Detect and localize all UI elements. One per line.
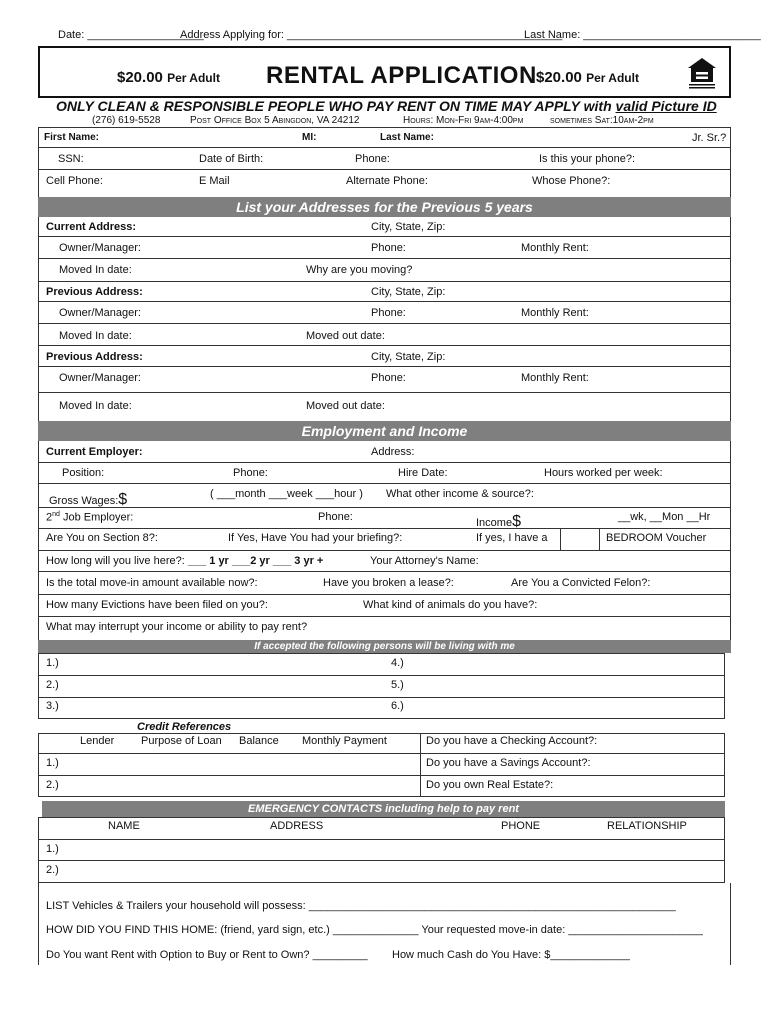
other-income-field[interactable]: What other income & source?: xyxy=(386,488,534,500)
emergency-header-phone: PHONE xyxy=(501,820,541,832)
person-5[interactable]: 5.) xyxy=(391,679,404,691)
previous-1-city-state-zip[interactable]: City, State, Zip: xyxy=(371,286,446,298)
divider xyxy=(38,594,731,595)
divider xyxy=(38,392,731,393)
price-left-amount: $20.00 xyxy=(117,69,163,86)
vehicles-field[interactable]: LIST Vehicles & Trailers your household will possess: ____________________________________________________________ xyxy=(46,900,676,912)
alt-phone-field[interactable]: Alternate Phone: xyxy=(346,175,428,187)
person-2[interactable]: 2.) xyxy=(46,679,59,691)
persons-band: If accepted the following persons will be living with me xyxy=(38,640,731,653)
divider xyxy=(38,775,725,776)
divider xyxy=(38,753,725,754)
divider xyxy=(38,839,725,840)
bedroom-count-box[interactable] xyxy=(560,528,600,551)
credit-row-2[interactable]: 2.) xyxy=(46,779,59,791)
credit-header-purpose: Purpose of Loan xyxy=(141,735,222,747)
second-income-label: Income xyxy=(476,517,513,529)
why-moving-field[interactable]: Why are you moving? xyxy=(306,264,413,276)
email-field[interactable]: E Mail xyxy=(199,175,230,187)
emergency-row-2[interactable]: 2.) xyxy=(46,864,59,876)
credit-title: Credit References xyxy=(137,721,232,733)
current-employer-field[interactable]: Current Employer: xyxy=(46,446,143,458)
cash-field[interactable]: How much Cash do You Have: $_____________ xyxy=(392,949,630,961)
person-6[interactable]: 6.) xyxy=(391,700,404,712)
hire-date-field[interactable]: Hire Date: xyxy=(398,467,448,479)
divider xyxy=(38,860,725,861)
credit-header-lender: Lender xyxy=(80,735,115,747)
current-address-field[interactable]: Current Address: xyxy=(46,221,137,233)
employment-band: Employment and Income xyxy=(38,421,731,441)
current-monthly-rent[interactable]: Monthly Rent: xyxy=(521,242,589,254)
mi-field[interactable]: MI: xyxy=(302,132,317,143)
divider xyxy=(38,507,731,508)
how-long-options[interactable]: ___ 1 yr ___2 yr ___ 3 yr + xyxy=(187,555,324,567)
divider xyxy=(38,345,731,346)
previous-2-moved-in[interactable]: Moved In date: xyxy=(59,400,132,412)
phone-field[interactable]: Phone: xyxy=(355,153,390,165)
bedroom-voucher-label: BEDROOM Voucher xyxy=(606,532,707,544)
position-field[interactable]: Position: xyxy=(62,467,105,479)
divider xyxy=(38,366,731,367)
is-your-phone-field[interactable]: Is this your phone?: xyxy=(539,153,636,165)
credit-row-1[interactable]: 1.) xyxy=(46,757,59,769)
hours-week-field[interactable]: Hours worked per week: xyxy=(544,467,663,479)
po-box: Post Office Box 5 Abingdon, VA 24212 xyxy=(190,115,360,126)
briefing-field[interactable]: If Yes, Have You had your briefing?: xyxy=(228,532,403,544)
previous-1-owner-phone[interactable]: Phone: xyxy=(371,307,406,319)
equal-housing-logo xyxy=(686,56,718,90)
suffix-field[interactable]: Jr. Sr.? xyxy=(692,132,727,144)
emergency-header-address: ADDRESS xyxy=(270,820,324,832)
previous-address-2-field[interactable]: Previous Address: xyxy=(46,351,143,363)
divider xyxy=(38,483,731,484)
office-phone: (276) 619-5528 xyxy=(92,115,161,126)
whose-phone-field[interactable]: Whose Phone?: xyxy=(532,175,611,187)
ssn-field[interactable]: SSN: xyxy=(58,153,84,165)
saturday-hours: sometimes Sat:10am-2pm xyxy=(550,115,654,126)
second-job-phone-field[interactable]: Phone: xyxy=(318,511,353,523)
addresses-band: List your Addresses for the Previous 5 years xyxy=(38,197,731,217)
price-right xyxy=(536,69,639,86)
previous-2-moved-out[interactable]: Moved out date: xyxy=(306,400,385,412)
notice xyxy=(56,98,717,114)
credit-header-monthly: Monthly Payment xyxy=(302,735,387,747)
previous-2-owner-manager[interactable]: Owner/Manager: xyxy=(59,372,141,384)
first-name-field[interactable]: First Name: xyxy=(44,132,100,143)
current-owner-manager[interactable]: Owner/Manager: xyxy=(59,242,141,254)
emergency-header-name: NAME xyxy=(108,820,140,832)
if-yes-have-label: If yes, I have a xyxy=(476,532,548,544)
divider xyxy=(38,301,731,302)
rent-own-field[interactable]: Do You want Rent with Option to Buy or Rent to Own? _________ xyxy=(46,949,368,961)
current-owner-phone[interactable]: Phone: xyxy=(371,242,406,254)
person-1[interactable]: 1.) xyxy=(46,657,59,669)
savings-account-field[interactable]: Do you have a Savings Account?: xyxy=(426,757,591,769)
wk-mon-hr-field[interactable]: __wk, __Mon __Hr xyxy=(618,511,711,523)
attorney-field[interactable]: Your Attorney's Name: xyxy=(370,555,479,567)
divider xyxy=(38,281,731,282)
price-right-unit: Per Adult xyxy=(586,71,639,85)
divider xyxy=(38,169,731,170)
last-name-field[interactable]: Last Name: xyxy=(380,132,434,143)
divider xyxy=(38,258,731,259)
animals-field[interactable]: What kind of animals do you have?: xyxy=(363,599,538,611)
gross-wages-label: Gross Wages: xyxy=(49,495,119,507)
notice-picture-id: valid Picture ID xyxy=(615,98,717,114)
wage-period-field[interactable]: ( ___month ___week ___hour ) xyxy=(210,488,363,500)
current-city-state-zip[interactable]: City, State, Zip: xyxy=(371,221,446,233)
emergency-band: EMERGENCY CONTACTS including help to pay rent xyxy=(42,801,725,817)
gross-wages-dollar: $ xyxy=(118,491,128,508)
how-long-field[interactable] xyxy=(46,555,323,567)
evictions-field[interactable]: How many Evictions have been filed on you?: xyxy=(46,599,268,611)
notice-text: ONLY CLEAN & RESPONSIBLE PEOPLE WHO PAY RENT ON TIME MAY APPLY with xyxy=(56,98,612,114)
divider xyxy=(38,462,731,463)
checking-account-field[interactable]: Do you have a Checking Account?: xyxy=(426,735,598,747)
employer-phone-field[interactable]: Phone: xyxy=(233,467,268,479)
credit-divider xyxy=(420,733,421,797)
previous-1-moved-out[interactable]: Moved out date: xyxy=(306,330,385,342)
section8-field[interactable]: Are You on Section 8?: xyxy=(46,532,158,544)
divider xyxy=(38,528,731,529)
how-long-label: How long will you live here?: xyxy=(46,555,185,567)
second-job-label: Job Employer: xyxy=(59,511,134,524)
divider xyxy=(38,697,725,698)
cell-phone-field[interactable]: Cell Phone: xyxy=(46,175,103,187)
second-job-sup: nd xyxy=(52,511,60,518)
divider xyxy=(38,616,731,617)
date-field[interactable]: Date: ___________________ xyxy=(58,29,204,41)
interrupt-income-field[interactable]: What may interrupt your income or ability to pay rent? xyxy=(46,621,308,633)
previous-1-owner-manager[interactable]: Owner/Manager: xyxy=(59,307,141,319)
price-right-amount: $20.00 xyxy=(536,69,582,86)
previous-2-city-state-zip[interactable]: City, State, Zip: xyxy=(371,351,446,363)
divider xyxy=(38,323,731,324)
dob-field[interactable]: Date of Birth: xyxy=(199,153,264,165)
previous-address-1-field[interactable]: Previous Address: xyxy=(46,286,143,298)
real-estate-field[interactable]: Do you own Real Estate?: xyxy=(426,779,554,791)
person-4[interactable]: 4.) xyxy=(391,657,404,669)
current-moved-in[interactable]: Moved In date: xyxy=(59,264,132,276)
person-3[interactable]: 3.) xyxy=(46,700,59,712)
move-in-available-field[interactable]: Is the total move-in amount available now?: xyxy=(46,577,258,589)
previous-2-monthly-rent[interactable]: Monthly Rent: xyxy=(521,372,589,384)
divider xyxy=(38,127,731,128)
second-job-number: 2 xyxy=(46,511,53,524)
previous-2-owner-phone[interactable]: Phone: xyxy=(371,372,406,384)
persons-box xyxy=(38,653,725,719)
credit-header-balance: Balance xyxy=(239,735,279,747)
employer-address-field[interactable]: Address: xyxy=(371,446,415,458)
previous-1-moved-in[interactable]: Moved In date: xyxy=(59,330,132,342)
emergency-header-relationship: RELATIONSHIP xyxy=(607,820,687,832)
price-left xyxy=(117,69,220,86)
divider xyxy=(38,550,731,551)
second-income-dollar: $ xyxy=(512,513,521,530)
find-home-field[interactable]: HOW DID YOU FIND THIS HOME: (friend, yard sign, etc.) ______________ Your requested move-in date: ______________________ xyxy=(46,924,703,936)
price-left-unit: Per Adult xyxy=(167,71,220,85)
previous-1-monthly-rent[interactable]: Monthly Rent: xyxy=(521,307,589,319)
divider xyxy=(38,236,731,237)
office-hours: Hours: Mon-Fri 9am-4:00pm xyxy=(403,115,524,126)
broken-lease-field[interactable]: Have you broken a lease?: xyxy=(323,577,454,589)
divider xyxy=(38,675,725,676)
top-last-name-field[interactable]: Last Name: _____________________________ xyxy=(524,29,761,41)
divider xyxy=(38,571,731,572)
emergency-row-1[interactable]: 1.) xyxy=(46,843,59,855)
page-title: RENTAL APPLICATION xyxy=(266,62,537,89)
felon-field[interactable]: Are You a Convicted Felon?: xyxy=(511,577,651,589)
divider xyxy=(38,147,731,148)
second-job-field[interactable] xyxy=(46,511,133,524)
address-applying-field[interactable]: Address Applying for: _____________________________________________ xyxy=(180,29,563,41)
